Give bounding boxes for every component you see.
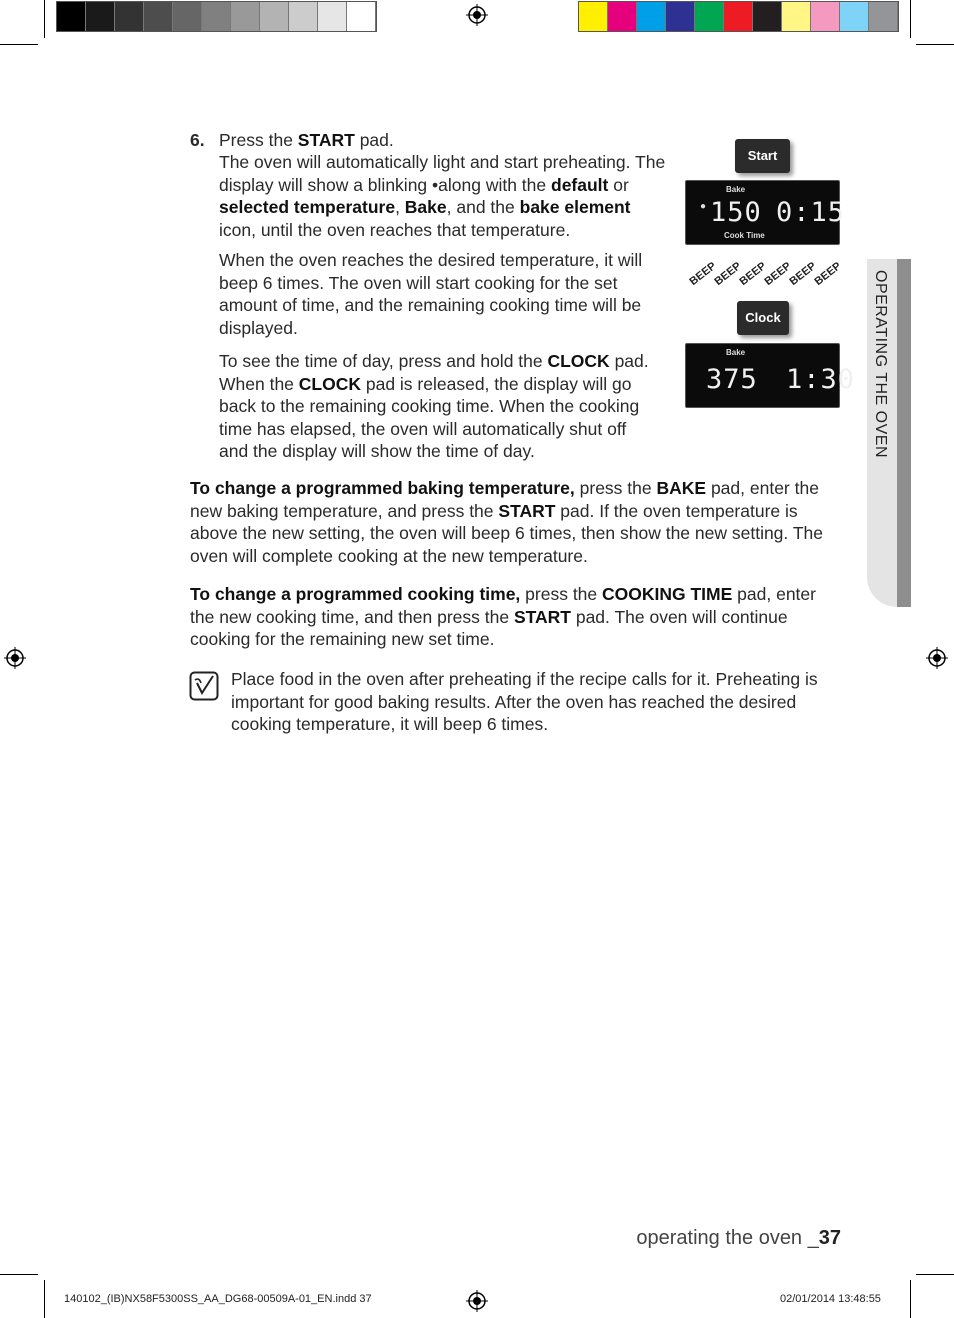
step-intro: Press the START pad. — [219, 130, 394, 150]
beep-label: BEEP — [762, 260, 794, 288]
step-paragraph-preheat: The oven will automatically light and start preheating. The display will show a blinking •along with the default or selected temperature, Bake, and the bake element icon, until the oven reaches that temperature. — [219, 152, 666, 240]
blinking-dot: ● — [700, 201, 707, 212]
crop-mark — [44, 0, 45, 38]
color-swatch — [753, 2, 782, 31]
section-tab-bar — [897, 259, 911, 607]
color-swatch — [173, 2, 202, 31]
beep-label: BEEP — [687, 260, 719, 288]
registration-mark-icon — [4, 647, 26, 669]
color-swatch — [637, 2, 666, 31]
display-mode-label: Bake — [726, 348, 746, 357]
crop-mark — [916, 44, 954, 45]
display-mode-label: Bake — [726, 185, 746, 194]
registration-mark-icon — [466, 4, 488, 26]
color-swatch — [202, 2, 231, 31]
color-swatch — [782, 2, 811, 31]
color-swatch — [86, 2, 115, 31]
color-swatch — [840, 2, 869, 31]
note-text: Place food in the oven after preheating if the recipe calls for it. Preheating is important for good baking results. After the oven has reached the desired cooking temperature, it will beep 6 times. — [231, 669, 818, 734]
section-tab-label: OPERATING THE OVEN — [872, 270, 889, 458]
color-swatch — [144, 2, 173, 31]
color-swatch — [347, 2, 376, 31]
color-swatch — [811, 2, 840, 31]
change-cooking-time-paragraph: To change a programmed cooking time, press the COOKING TIME pad, enter the new cooking time, and then press the START pad. The oven will continue cooking for the remaining new set time. — [190, 584, 816, 649]
color-swatch — [115, 2, 144, 31]
color-swatch — [608, 2, 637, 31]
crop-mark — [0, 1274, 38, 1275]
crop-mark — [910, 1280, 911, 1318]
slug-date: 02/01/2014 13:48:55 — [780, 1293, 881, 1305]
color-swatch — [231, 2, 260, 31]
color-swatch — [260, 2, 289, 31]
step-paragraph-beep: When the oven reaches the desired temperature, it will beep 6 times. The oven will start cooking for the set amount of time, and the remaining cooking time will be displayed. — [219, 250, 643, 338]
color-swatch — [57, 2, 86, 31]
crop-mark — [44, 1280, 45, 1318]
color-swatch — [289, 2, 318, 31]
crop-mark — [0, 44, 38, 45]
display-cook-time-label: Cook Time — [724, 231, 765, 240]
display-clock-time: 1:30 — [786, 364, 856, 395]
color-swatch — [666, 2, 695, 31]
color-swatch — [579, 2, 608, 31]
display-temperature: 150 — [710, 197, 762, 228]
page-footer: operating the oven _37 — [636, 1227, 841, 1249]
beep-label: BEEP — [712, 260, 744, 288]
color-swatch — [695, 2, 724, 31]
crop-mark — [910, 0, 911, 38]
display-cook-time: 0:15 — [776, 197, 846, 228]
start-pad-button: Start — [735, 139, 790, 173]
clock-pad-button: Clock — [737, 301, 789, 335]
color-swatch — [318, 2, 347, 31]
step-number: 6. — [190, 130, 205, 150]
slug-filename: 140102_(IB)NX58F5300SS_AA_DG68-00509A-01_EN.indd 37 — [64, 1293, 372, 1305]
crop-mark — [916, 1274, 954, 1275]
beep-label: BEEP — [737, 260, 769, 288]
display-temperature: 375 — [706, 364, 758, 395]
note-pencil-icon — [189, 671, 219, 701]
registration-mark-icon — [926, 647, 948, 669]
process-color-bar — [578, 1, 899, 32]
grayscale-color-bar — [56, 1, 377, 32]
registration-mark-icon — [466, 1290, 488, 1312]
beep-label: BEEP — [812, 260, 844, 288]
color-swatch — [724, 2, 753, 31]
step-paragraph-clock: To see the time of day, press and hold the CLOCK pad. When the CLOCK pad is released, the display will go back to the remaining cooking time. When the cooking time has elapsed, the oven will automatically shut off and the display will show the time of day. — [219, 351, 649, 461]
oven-display-clock — [685, 343, 856, 408]
color-swatch — [869, 2, 898, 31]
beep-label: BEEP — [787, 260, 819, 288]
oven-display-preheat — [685, 180, 846, 245]
change-temperature-paragraph: To change a programmed baking temperature, press the BAKE pad, enter the new baking temperature, and press the START pad. If the oven temperature is above the new setting, the oven will beep 6 times, then show the new setting. The oven will complete cooking at the new temperature. — [190, 478, 823, 566]
